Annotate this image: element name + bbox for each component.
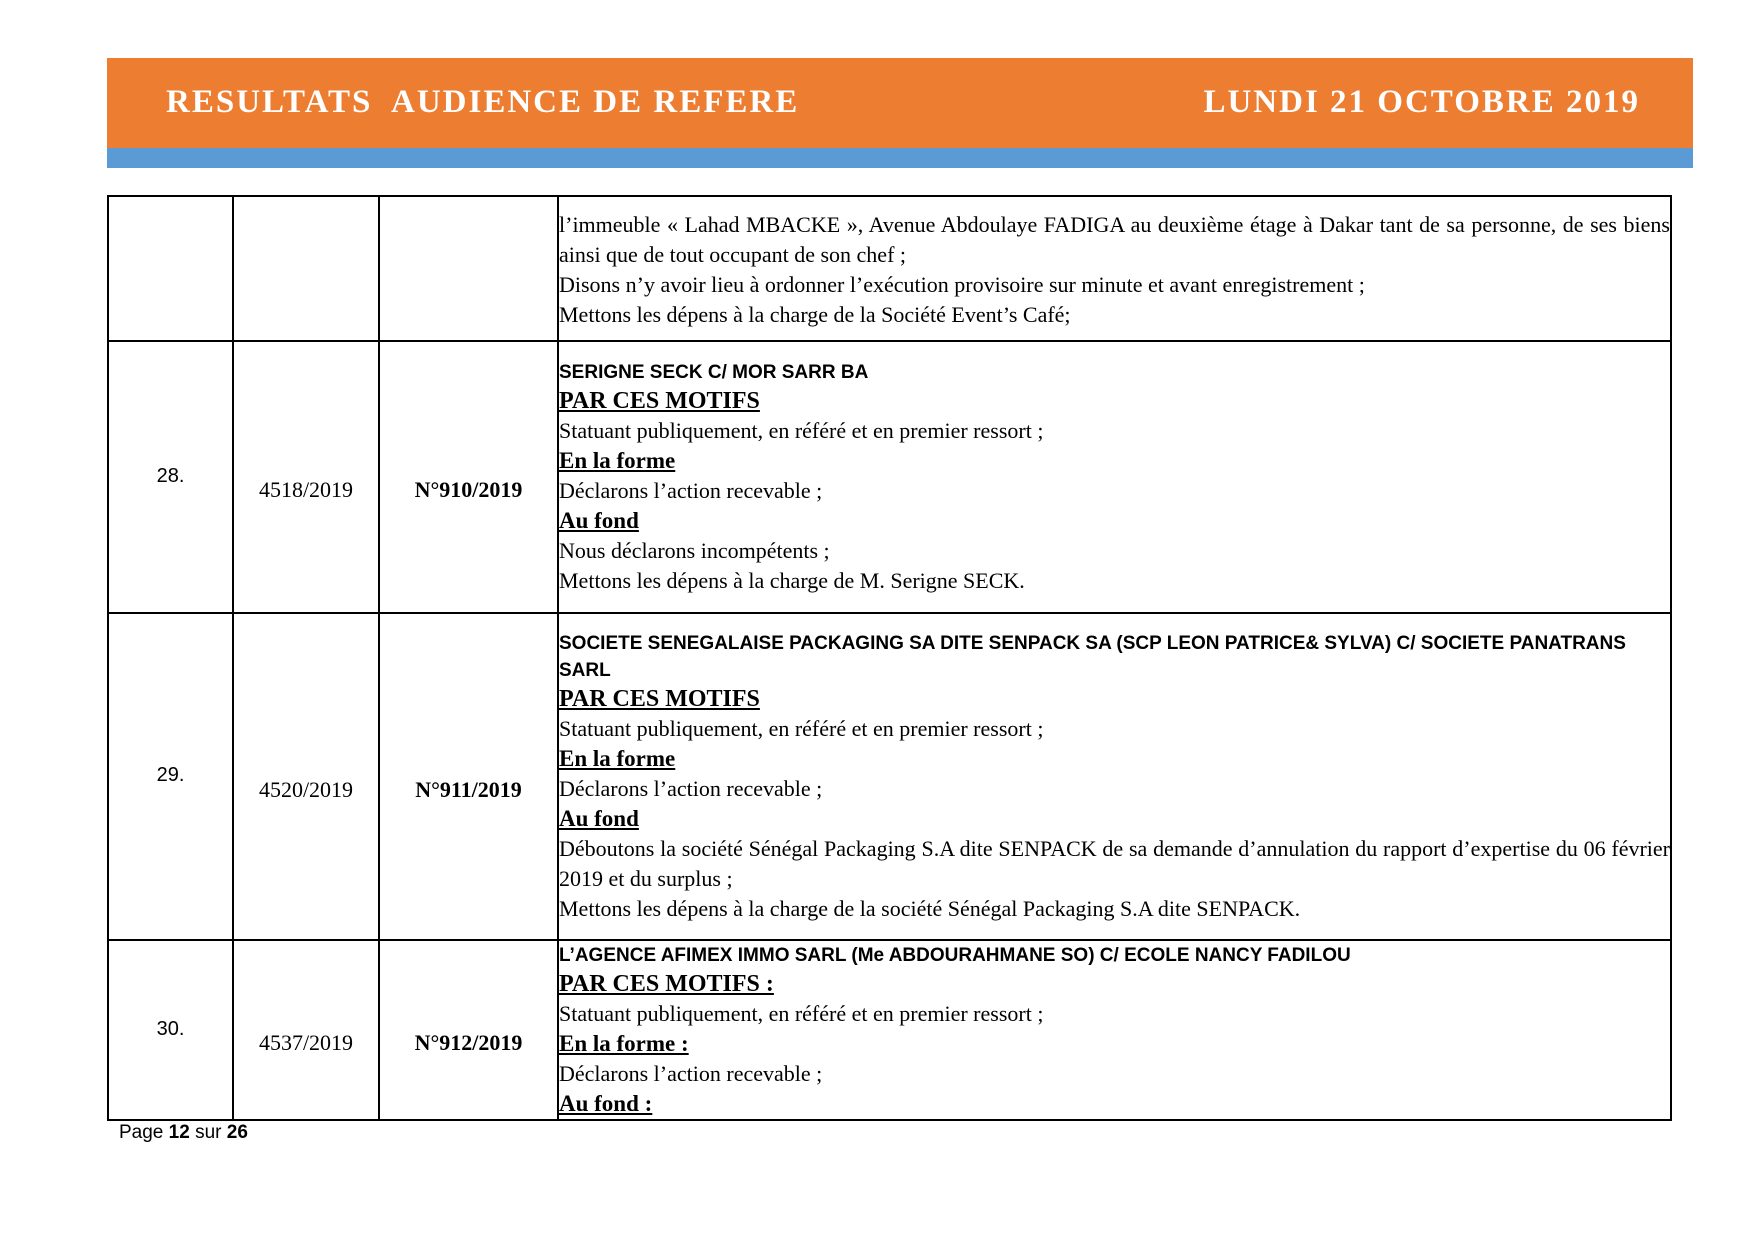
decision-line: Déclarons l’action recevable ; — [559, 776, 823, 801]
rg-number-cell — [233, 613, 379, 940]
header-strip — [107, 148, 1693, 168]
rg-number-cell — [233, 341, 379, 613]
row-number: 28. — [156, 464, 185, 487]
table-row — [108, 940, 1671, 1120]
document-title: RESULTATS AUDIENCE DE REFERE — [166, 84, 800, 120]
decision-cell — [558, 940, 1671, 1120]
motifs-heading: PAR CES MOTIFS — [559, 388, 760, 414]
decision-line: Déclarons l’action recevable ; — [559, 1061, 823, 1086]
results-table — [107, 195, 1672, 1121]
decision-line: l’immeuble « Lahad MBACKE », Avenue Abdoulaye FADIGA au deuxième étage à Dakar tant de sa personne, de ses biens ainsi que de tout occupant de son chef ; — [559, 211, 1670, 267]
decision-cell — [558, 613, 1671, 940]
parties: SERIGNE SECK C/ MOR SARR BA — [559, 362, 869, 383]
ordonnance-cell — [379, 613, 558, 940]
rg-number-cell — [233, 940, 379, 1120]
decision-line: Nous déclarons incompétents ; — [559, 538, 830, 563]
ordonnance-cell — [379, 940, 558, 1120]
parties: L’AGENCE AFIMEX IMMO SARL (Me ABDOURAHMANE SO) C/ ECOLE NANCY FADILOU — [559, 945, 1351, 966]
current-page: 12 — [168, 1122, 190, 1143]
footer-sep: sur — [195, 1122, 222, 1143]
decision-line: Déclarons l’action recevable ; — [559, 478, 823, 503]
ordonnance-cell — [379, 196, 558, 341]
motifs-heading: PAR CES MOTIFS : — [559, 971, 774, 997]
parties: SOCIETE SENEGALAISE PACKAGING SA DITE SENPACK SA (SCP LEON PATRICE& SYLVA) C/ SOCIETE PANATRANS SARL — [559, 633, 1626, 681]
fond-heading: Au fond — [559, 806, 639, 831]
decision-line: Déboutons la société Sénégal Packaging S.A dite SENPACK de sa demande d’annulation du rapport d’expertise du 06 février 2019 et du surplus ; — [559, 836, 1670, 891]
decision-line: Disons n’y avoir lieu à ordonner l’exécution provisoire sur minute et avant enregistrement ; — [559, 271, 1365, 297]
decision-cell — [558, 196, 1671, 341]
table-row — [108, 613, 1671, 940]
forme-heading: En la forme — [559, 448, 676, 473]
row-number: 29. — [156, 764, 185, 786]
row-number-cell — [108, 940, 233, 1120]
decision-line: Statuant publiquement, en référé et en premier ressort ; — [559, 716, 1044, 741]
row-number-cell — [108, 341, 233, 613]
fond-heading: Au fond — [559, 508, 639, 533]
total-pages: 26 — [226, 1122, 248, 1143]
page-footer — [119, 1122, 248, 1144]
rg-number: 4537/2019 — [258, 1030, 354, 1055]
table-row — [108, 341, 1671, 613]
ordonnance-cell — [379, 341, 558, 613]
ordonnance-number: N°911/2019 — [415, 776, 522, 802]
hearing-date: LUNDI 21 OCTOBRE 2019 — [1203, 84, 1640, 120]
decision-cell — [558, 341, 1671, 613]
decision-line: Statuant publiquement, en référé et en premier ressort ; — [559, 418, 1044, 443]
fond-heading: Au fond : — [559, 1091, 653, 1116]
row-number-cell — [108, 196, 233, 341]
ordonnance-number: N°912/2019 — [414, 1030, 523, 1055]
forme-heading: En la forme — [559, 746, 676, 771]
decision-line: Mettons les dépens à la charge de M. Serigne SECK. — [559, 568, 1025, 593]
table-row — [108, 196, 1671, 341]
row-number-cell — [108, 613, 233, 940]
rg-number: 4520/2019 — [258, 776, 354, 802]
rg-number: 4518/2019 — [258, 477, 354, 502]
footer-prefix: Page — [119, 1122, 164, 1143]
decision-line: Mettons les dépens à la charge de la Société Event’s Café; — [559, 301, 1071, 327]
decision-line: Mettons les dépens à la charge de la société Sénégal Packaging S.A dite SENPACK. — [559, 896, 1301, 921]
decision-line: Statuant publiquement, en référé et en premier ressort ; — [559, 1001, 1044, 1026]
motifs-heading: PAR CES MOTIFS — [559, 686, 760, 712]
rg-number-cell — [233, 196, 379, 341]
forme-heading: En la forme : — [559, 1031, 689, 1056]
row-number: 30. — [156, 1017, 185, 1040]
ordonnance-number: N°910/2019 — [414, 477, 523, 502]
